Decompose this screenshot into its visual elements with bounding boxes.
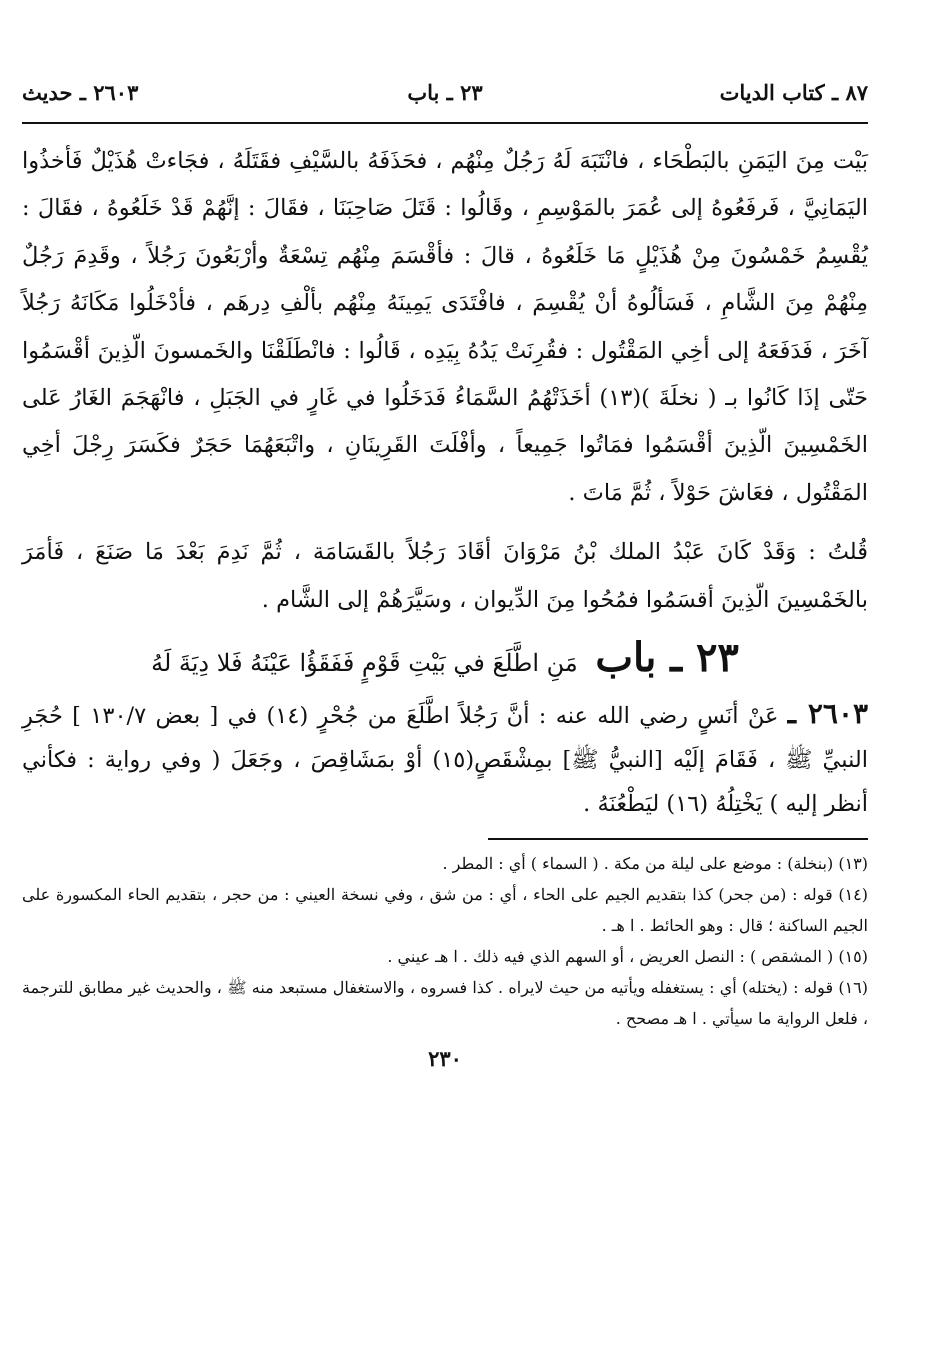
commentary-paragraph: قُلتُ : وَقَدْ كَانَ عَبْدُ الملك بْنُ مَرْوَانَ أقَادَ رَجُلاً بالقَسَامَة ، ثُمَّ نَدِمَ بَعْدَ مَا صَنَعَ ، فَأمَرَ بالخَمْسِينَ الّذِينَ أقسَمُوا فمُحُوا مِنَ الدِّيوان ، وسَيَّرَهُمْ إلى الشَّام .	[22, 539, 868, 613]
footnote-divider	[488, 838, 868, 840]
hadith-block	[22, 692, 868, 826]
chapter-label: ٢٣ ـ باب	[407, 80, 483, 105]
hadith-text: عَنْ أنَسٍ رضي الله عنه : أنَّ رَجُلاً اطَّلَعَ من جُحْرٍ (١٤) في [ بعض ١٣٠/٧ ] حُجَرِ النبيِّ ﷺ ، فَقَامَ إلَيْه [النبيُّ ﷺ] بمِشْقَصٍ(١٥) أوْ بمَشَاقِصَ ، وجَعَلَ ( وفي رواية : فكأني أنظر إليه ) يَخْتِلُهُ (١٦) ليَطْعُنَهُ .	[22, 703, 868, 818]
narrative-paragraph: بَيْت مِنَ اليَمَنِ بالبَطْحَاء ، فانْتَبَهَ لَهُ رَجُلٌ مِنْهُم ، فحَذَفَهُ بالسَّيْفِ فقَتَلَهُ ، فجَاءتْ هُذَيْلٌ فَأخذُوا اليَمَانِيَّ ، فَرفَعُوهُ إلى عُمَرَ بالمَوْسِمِ ، وقَالُوا : قَتَلَ صَاحِبَنَا ، فقَالَ : إنَّهُمْ قَدْ خَلَعُوهُ ، فقَالَ : يُقْسِمُ خَمْسُونَ مِنْ هُذَيْلٍ مَا خَلَعُوهُ ، قالَ : فأقْسَمَ مِنْهُم تِسْعَةٌ وأرْبَعُونَ رَجُلاً ، وقَدِمَ رَجُلٌ مِنْهُمْ مِنَ الشَّامِ ، فَسَألُوهُ أنْ يُقْسِمَ ، فافْتَدَى يَمِينَهُ مِنْهُم بألْفِ دِرهَم ، فأدْخَلُوا مَكَانَهُ رَجُلاً آخَرَ ، فَدَفَعَهُ إلى أخِي المَقْتُول : فقُرِنَتْ يَدُهُ بِيَدِه ، قَالُوا : فانْطَلَقْنَا والخَمسونَ الّذِينَ أقْسَمُوا حَتّى إذَا كَانُوا بـ ( نخلَةَ )(١٣) أخَذَتْهُمُ السَّمَاءُ فَدَخَلُوا في غَارٍ في الجَبَلِ ، فانْهَجَمَ الغَارُ عَلى الخَمْسِينَ الّذِينَ أقْسَمُوا فمَاتُوا جَمِيعاً ، وأفْلَتَ القَرِينَانِ ، واتْبَعَهُمَا حَجَرٌ فكَسَرَ رِجْلَ أخِي المَقْتُول ، فعَاشَ حَوْلاً ، ثُمَّ مَاتَ .	[22, 148, 869, 506]
chapter-title: مَنِ اطَّلَعَ في بَيْتِ قَوْمٍ فَفَقَؤُا عَيْنَهُ فَلا دِيَةَ لَهُ	[151, 649, 578, 678]
footnote-15: (١٥) ( المشقص ) : النصل العريض ، أو السهم الذي فيه ذلك . ا هـ عيني .	[387, 947, 868, 967]
book-title: ٨٧ ـ كتاب الديات	[719, 80, 868, 105]
footnote-14: (١٤) قوله : (من جحر) كذا بتقديم الجيم على الحاء ، أي : من شق ، وفي نسخة العيني : من حجر ، بتقديم الحاء المكسورة على الجيم الساكنة ؛ قال : وهو الحائط . ا هـ .	[22, 885, 868, 936]
footnotes	[22, 848, 868, 1034]
footnote-16: (١٦) قوله : (يختله) أي : يستغفله ويأتيه من حيث لايراه . كذا فسروه ، والاستغفال مستبعد منه ﷺ ، والحديث غير مطابق للترجمة ، فلعل الرواية ما سيأتي . ا هـ مصحح .	[22, 978, 869, 1029]
running-header	[22, 70, 868, 114]
main-text	[22, 138, 868, 624]
chapter-number: ٢٣ ـ باب	[595, 634, 739, 682]
book-page	[22, 70, 868, 1071]
hadith-paragraph	[22, 692, 868, 826]
hadith-label: ٢٦٠٣ ـ حديث	[22, 80, 139, 105]
chapter-heading	[22, 630, 868, 686]
header-divider	[22, 122, 868, 124]
footnote-13: (١٣) (بنخلة) : موضع على ليلة من مكة . ( السماء ) أي : المطر .	[442, 854, 868, 874]
hadith-number: ٢٦٠٣ ـ	[787, 697, 869, 731]
page-number: ٢٣٠	[428, 1046, 462, 1072]
